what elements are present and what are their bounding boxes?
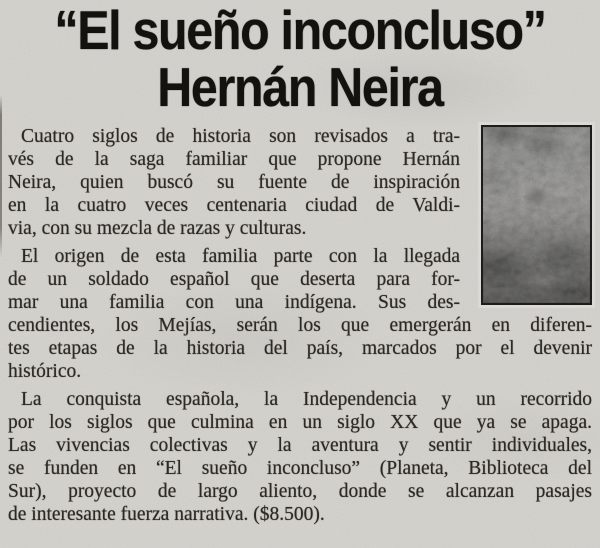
- article-line: Neira, quien buscó su fuente de inspiración: [8, 172, 460, 193]
- article-line: via, con su mezcla de razas y culturas.: [8, 218, 307, 239]
- article-line: en la cuatro veces centenaria ciudad de Valdi-: [8, 195, 460, 216]
- article-line: histórico.: [8, 361, 82, 382]
- article-line: Las vivencias colectivas y la aventura y sentir individuales,: [8, 435, 592, 456]
- photo-halftone-dots: [483, 127, 590, 303]
- headline: [0, 0, 600, 116]
- article-line: Sur), proyecto de largo aliento, donde se alcanzan pasajes: [8, 481, 592, 502]
- article-line: Cuatro siglos de historia son revisados a tra-: [21, 126, 460, 147]
- article-line: por los siglos que culmina en un siglo XX que ya se apaga.: [8, 412, 592, 433]
- article-line: cendientes, los Mejías, serán los que emergerán en diferen-: [8, 315, 592, 336]
- article-line: vés de la saga familiar que propone Hernán: [8, 149, 460, 170]
- article-line: mar una familia con una indígena. Sus des-: [8, 292, 460, 313]
- article-line: El origen de esta familia parte con la llegada: [21, 246, 460, 267]
- scan-fold-artifact: [0, 95, 2, 257]
- book-cover-photo: [481, 125, 592, 305]
- headline-title: “El sueño inconcluso”: [54, 0, 546, 61]
- article-line: tes etapas de la historia del país, marcados por el devenir: [8, 338, 592, 359]
- headline-author: Hernán Neira: [157, 56, 443, 118]
- article-line: de interesante fuerza narrativa. ($8.500).: [8, 504, 325, 525]
- article-line: de un soldado español que deserta para for-: [8, 269, 460, 290]
- article-line: se funden en “El sueño inconcluso” (Planeta, Biblioteca del: [8, 458, 592, 479]
- article-line: La conquista española, la Independencia y un recorrido: [21, 389, 592, 410]
